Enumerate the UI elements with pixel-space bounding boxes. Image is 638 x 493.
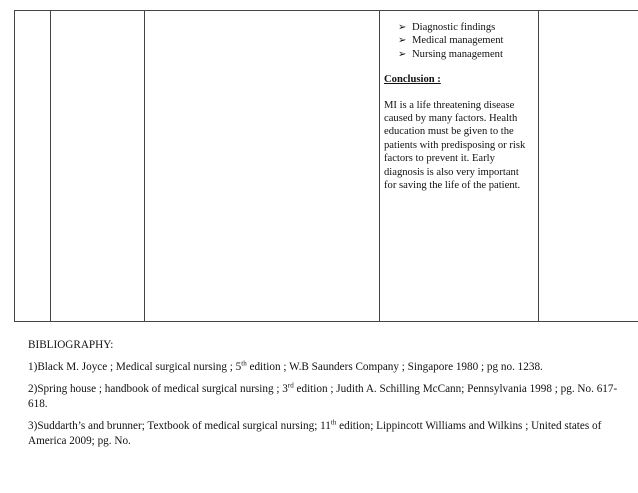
list-item — [398, 48, 532, 61]
table-cell — [539, 11, 638, 322]
arrow-bullet-icon: ➢ — [398, 48, 407, 60]
list-item-label: Nursing management — [412, 48, 503, 60]
ordinal-suffix: th — [330, 418, 337, 427]
table-cell — [51, 11, 145, 322]
list-item-label: Medical management — [412, 35, 504, 47]
conclusion-text: MI is a life threatening disease caused by many factors. Health education must be given to the patients with predisposing or risk factors to prevent it. Early diagnosis is also very important for saving the life of the patient. — [384, 99, 526, 192]
table-row — [15, 11, 638, 322]
entry-text-start: 3)Suddarth’s and brunner; Textbook of medical surgical nursing; 11 — [28, 420, 331, 432]
entry-text-start: 2)Spring house ; handbook of medical surgical nursing ; 3 — [28, 383, 288, 395]
entry-text-start: 1)Black M. Joyce ; Medical surgical nursing ; 5 — [28, 361, 242, 373]
arrow-bullet-icon: ➢ — [398, 35, 407, 47]
lesson-plan-table — [14, 10, 638, 322]
table-cell — [15, 11, 51, 322]
arrow-bullet-icon: ➢ — [398, 22, 407, 33]
findings-list — [384, 21, 532, 61]
list-item-label: Diagnostic findings — [412, 22, 496, 33]
ordinal-suffix: rd — [287, 381, 294, 390]
list-item — [398, 21, 532, 34]
list-item — [398, 34, 532, 47]
bibliography-section — [28, 338, 618, 456]
entry-text-end: edition ; W.B Saunders Company ; Singapore 1980 ; pg no. 1238. — [246, 361, 543, 373]
ordinal-suffix: th — [241, 359, 247, 368]
bibliography-entry — [28, 382, 618, 412]
bibliography-entry — [28, 419, 618, 449]
bibliography-heading: BIBLIOGRAPHY: — [28, 339, 114, 351]
entry-text-end: edition; Lippincott Williams and Wilkins ; United states of America 2009; pg. No. — [28, 420, 602, 447]
entry-text-end: edition ; Judith A. Schilling McCann; Pennsylvania 1998 ; pg. No. 617-618. — [28, 383, 618, 410]
bibliography-entry — [28, 360, 618, 375]
conclusion-heading: Conclusion : — [384, 74, 441, 86]
table-cell — [145, 11, 380, 322]
content-cell — [380, 11, 539, 322]
